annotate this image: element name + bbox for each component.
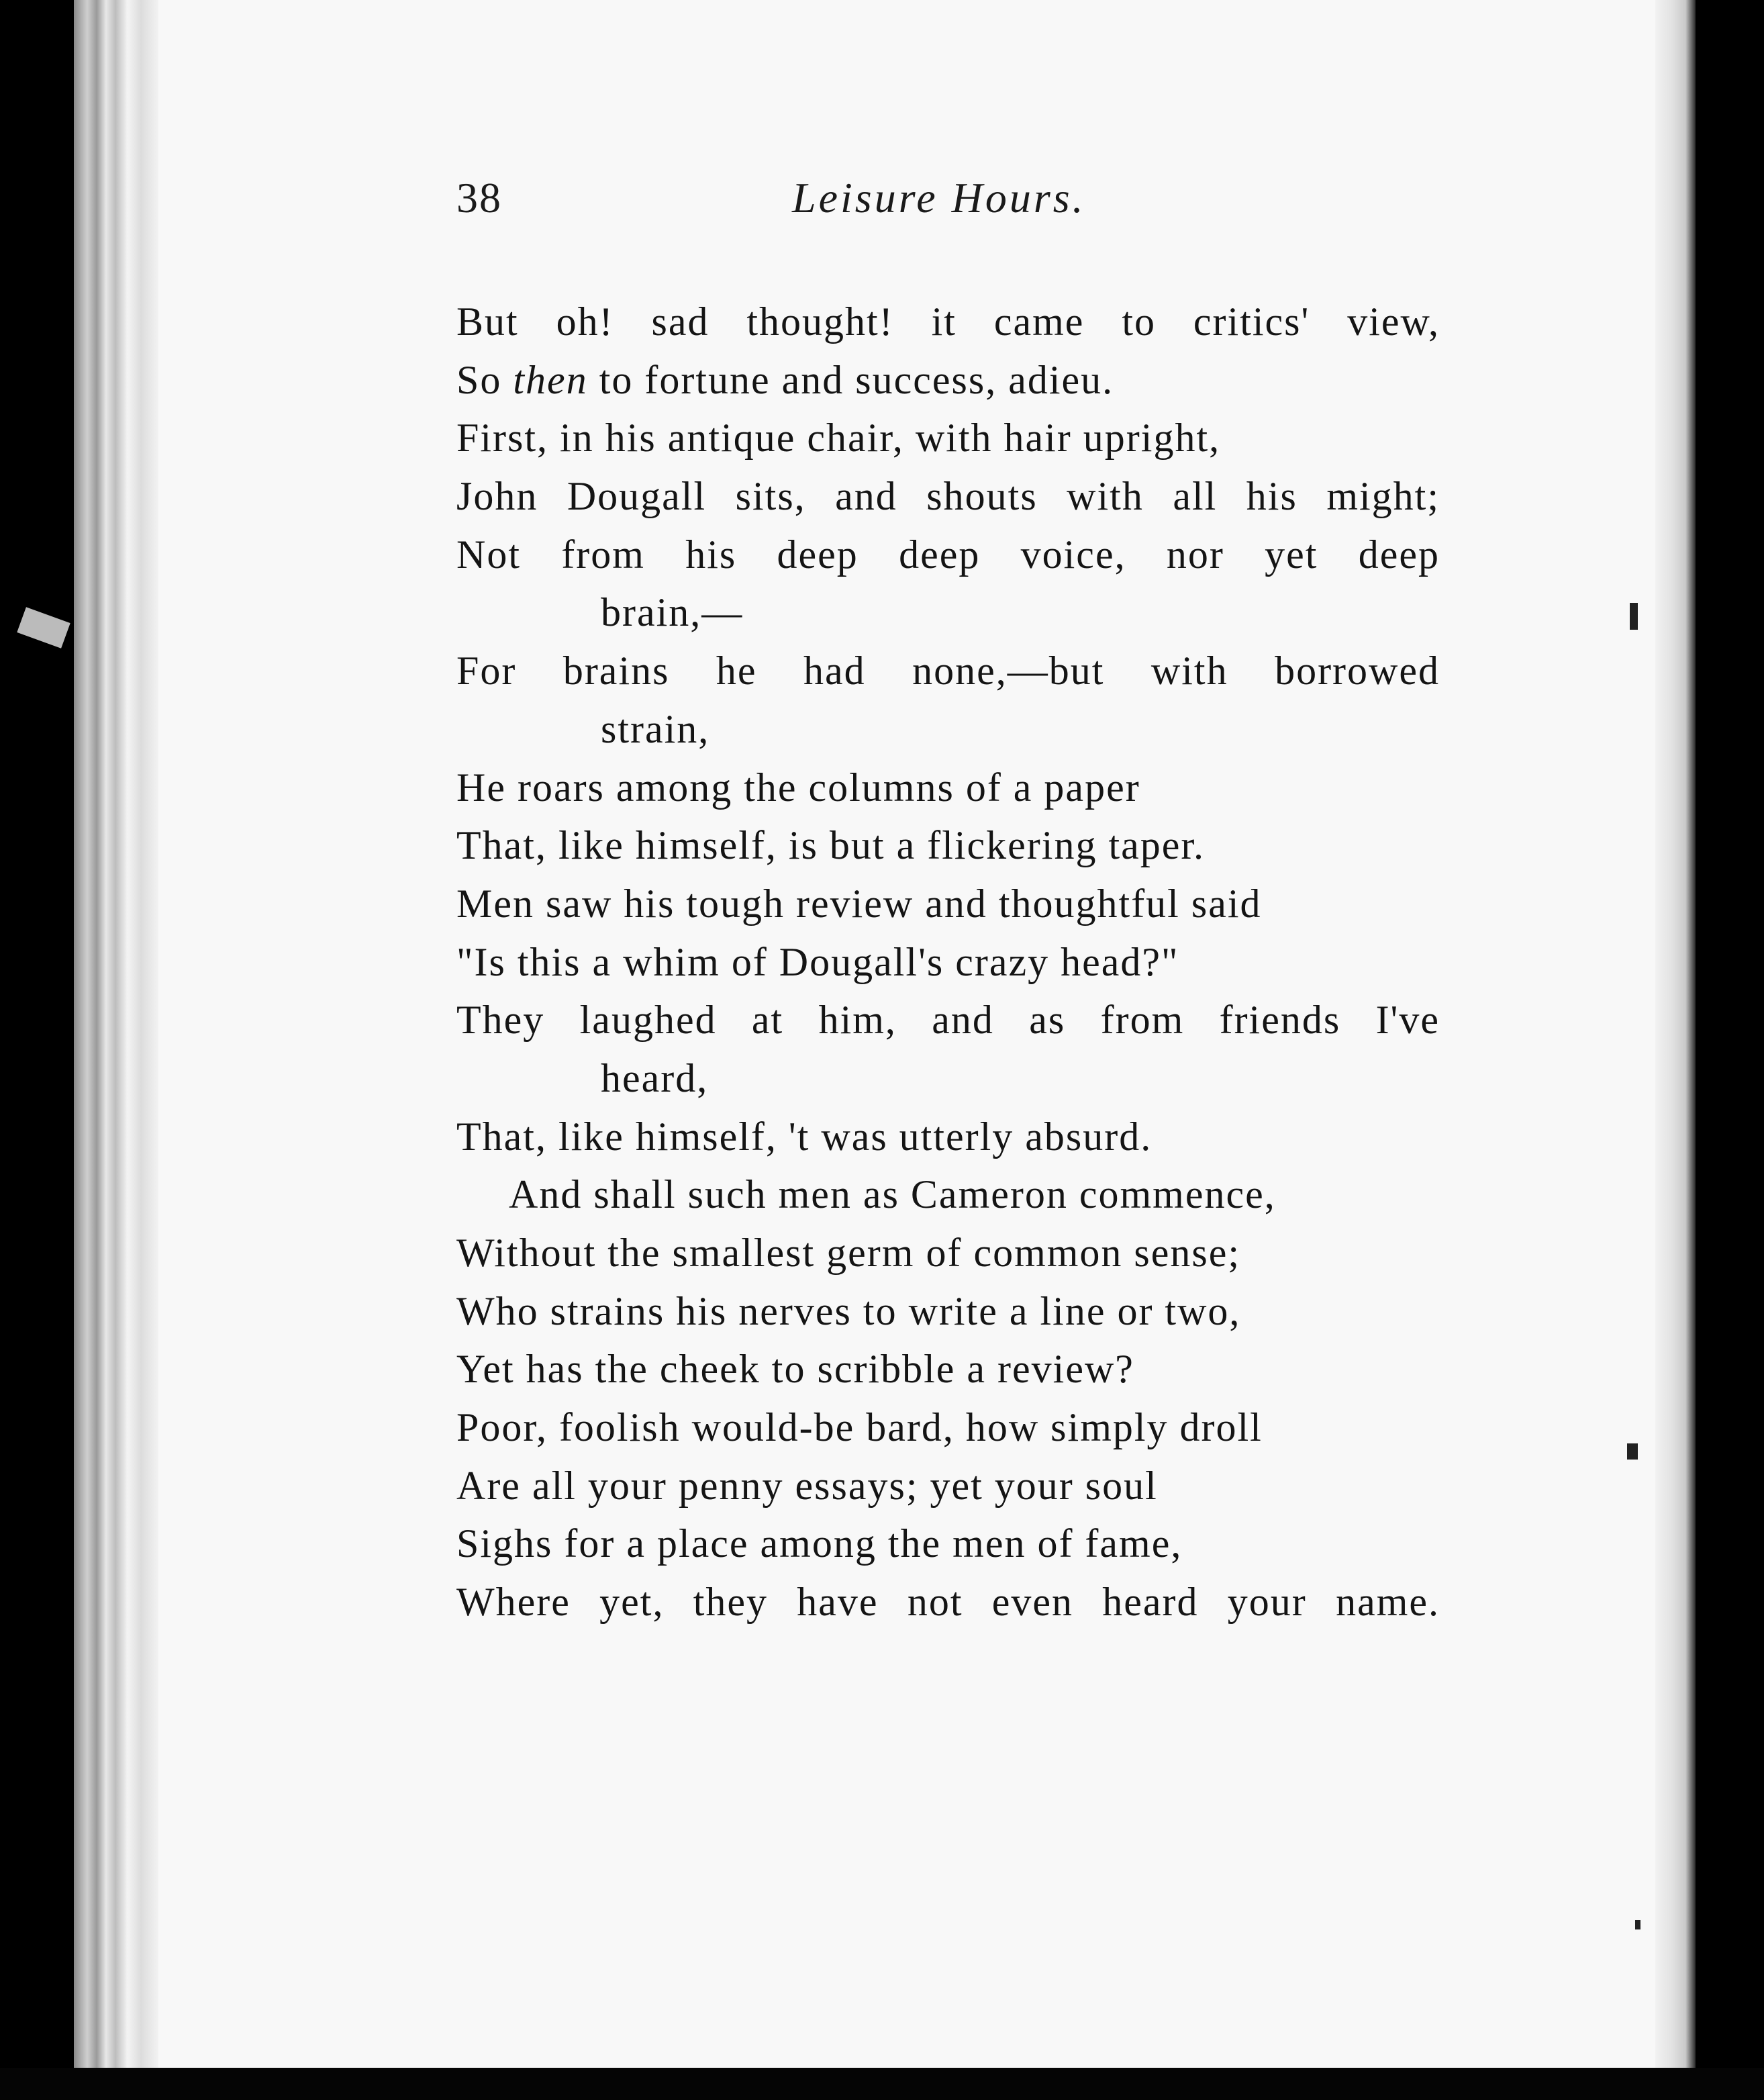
poem-line: Are all your penny essays; yet your soul [456, 1463, 1158, 1508]
poem-line: For brains he had none,—but with borrowed [456, 649, 1440, 694]
scan-artifact [1630, 603, 1638, 630]
poem-line: "Is this a whim of Dougall's crazy head?" [456, 939, 1179, 984]
right-page-edge [1655, 0, 1696, 2068]
poem-line: Without the smallest germ of common sense; [456, 1231, 1241, 1275]
poem-line: Poor, foolish would-be bard, how simply droll [456, 1405, 1263, 1450]
page-number: 38 [456, 174, 502, 222]
poem-line: So then to fortune and success, adieu. [456, 357, 1114, 402]
scan-artifact [17, 607, 70, 649]
poem-line: They laughed at him, and as from friends I've [456, 998, 1440, 1043]
poem-line-stanza-start: And shall such men as Cameron commence, [509, 1172, 1276, 1217]
poem-line: That, like himself, is but a flickering taper. [456, 823, 1206, 868]
poem-text [456, 293, 1463, 1631]
poem-line: Men saw his tough review and thoughtful said [456, 881, 1262, 926]
poem-line: He roars among the columns of a paper [456, 765, 1140, 810]
poem-line-continuation: strain, [601, 706, 710, 751]
poem-line: First, in his antique chair, with hair upright, [456, 416, 1221, 461]
scan-artifact [1627, 1443, 1638, 1460]
poem-line: Yet has the cheek to scribble a review? [456, 1347, 1134, 1392]
italic-word: then [513, 357, 588, 402]
bottom-scan-border [0, 2068, 1764, 2100]
poem-line: That, like himself, 't was utterly absurd. [456, 1114, 1153, 1159]
poem-line-continuation: heard, [601, 1055, 709, 1100]
running-head: Leisure Hours. [792, 174, 1086, 222]
poem-line: But oh! sad thought! it came to critics' view, [456, 299, 1440, 344]
poem-line-continuation: brain,— [601, 590, 744, 635]
poem-line: Where yet, they have not even heard your name. [456, 1580, 1440, 1625]
book-binding-edge [74, 0, 161, 2068]
scan-artifact [1635, 1920, 1640, 1929]
poem-line: Sighs for a place among the men of fame, [456, 1521, 1183, 1566]
poem-line: John Dougall sits, and shouts with all his might; [456, 474, 1440, 519]
poem-line: Not from his deep deep voice, nor yet deep [456, 532, 1440, 577]
poem-line: Who strains his nerves to write a line or two, [456, 1288, 1241, 1333]
